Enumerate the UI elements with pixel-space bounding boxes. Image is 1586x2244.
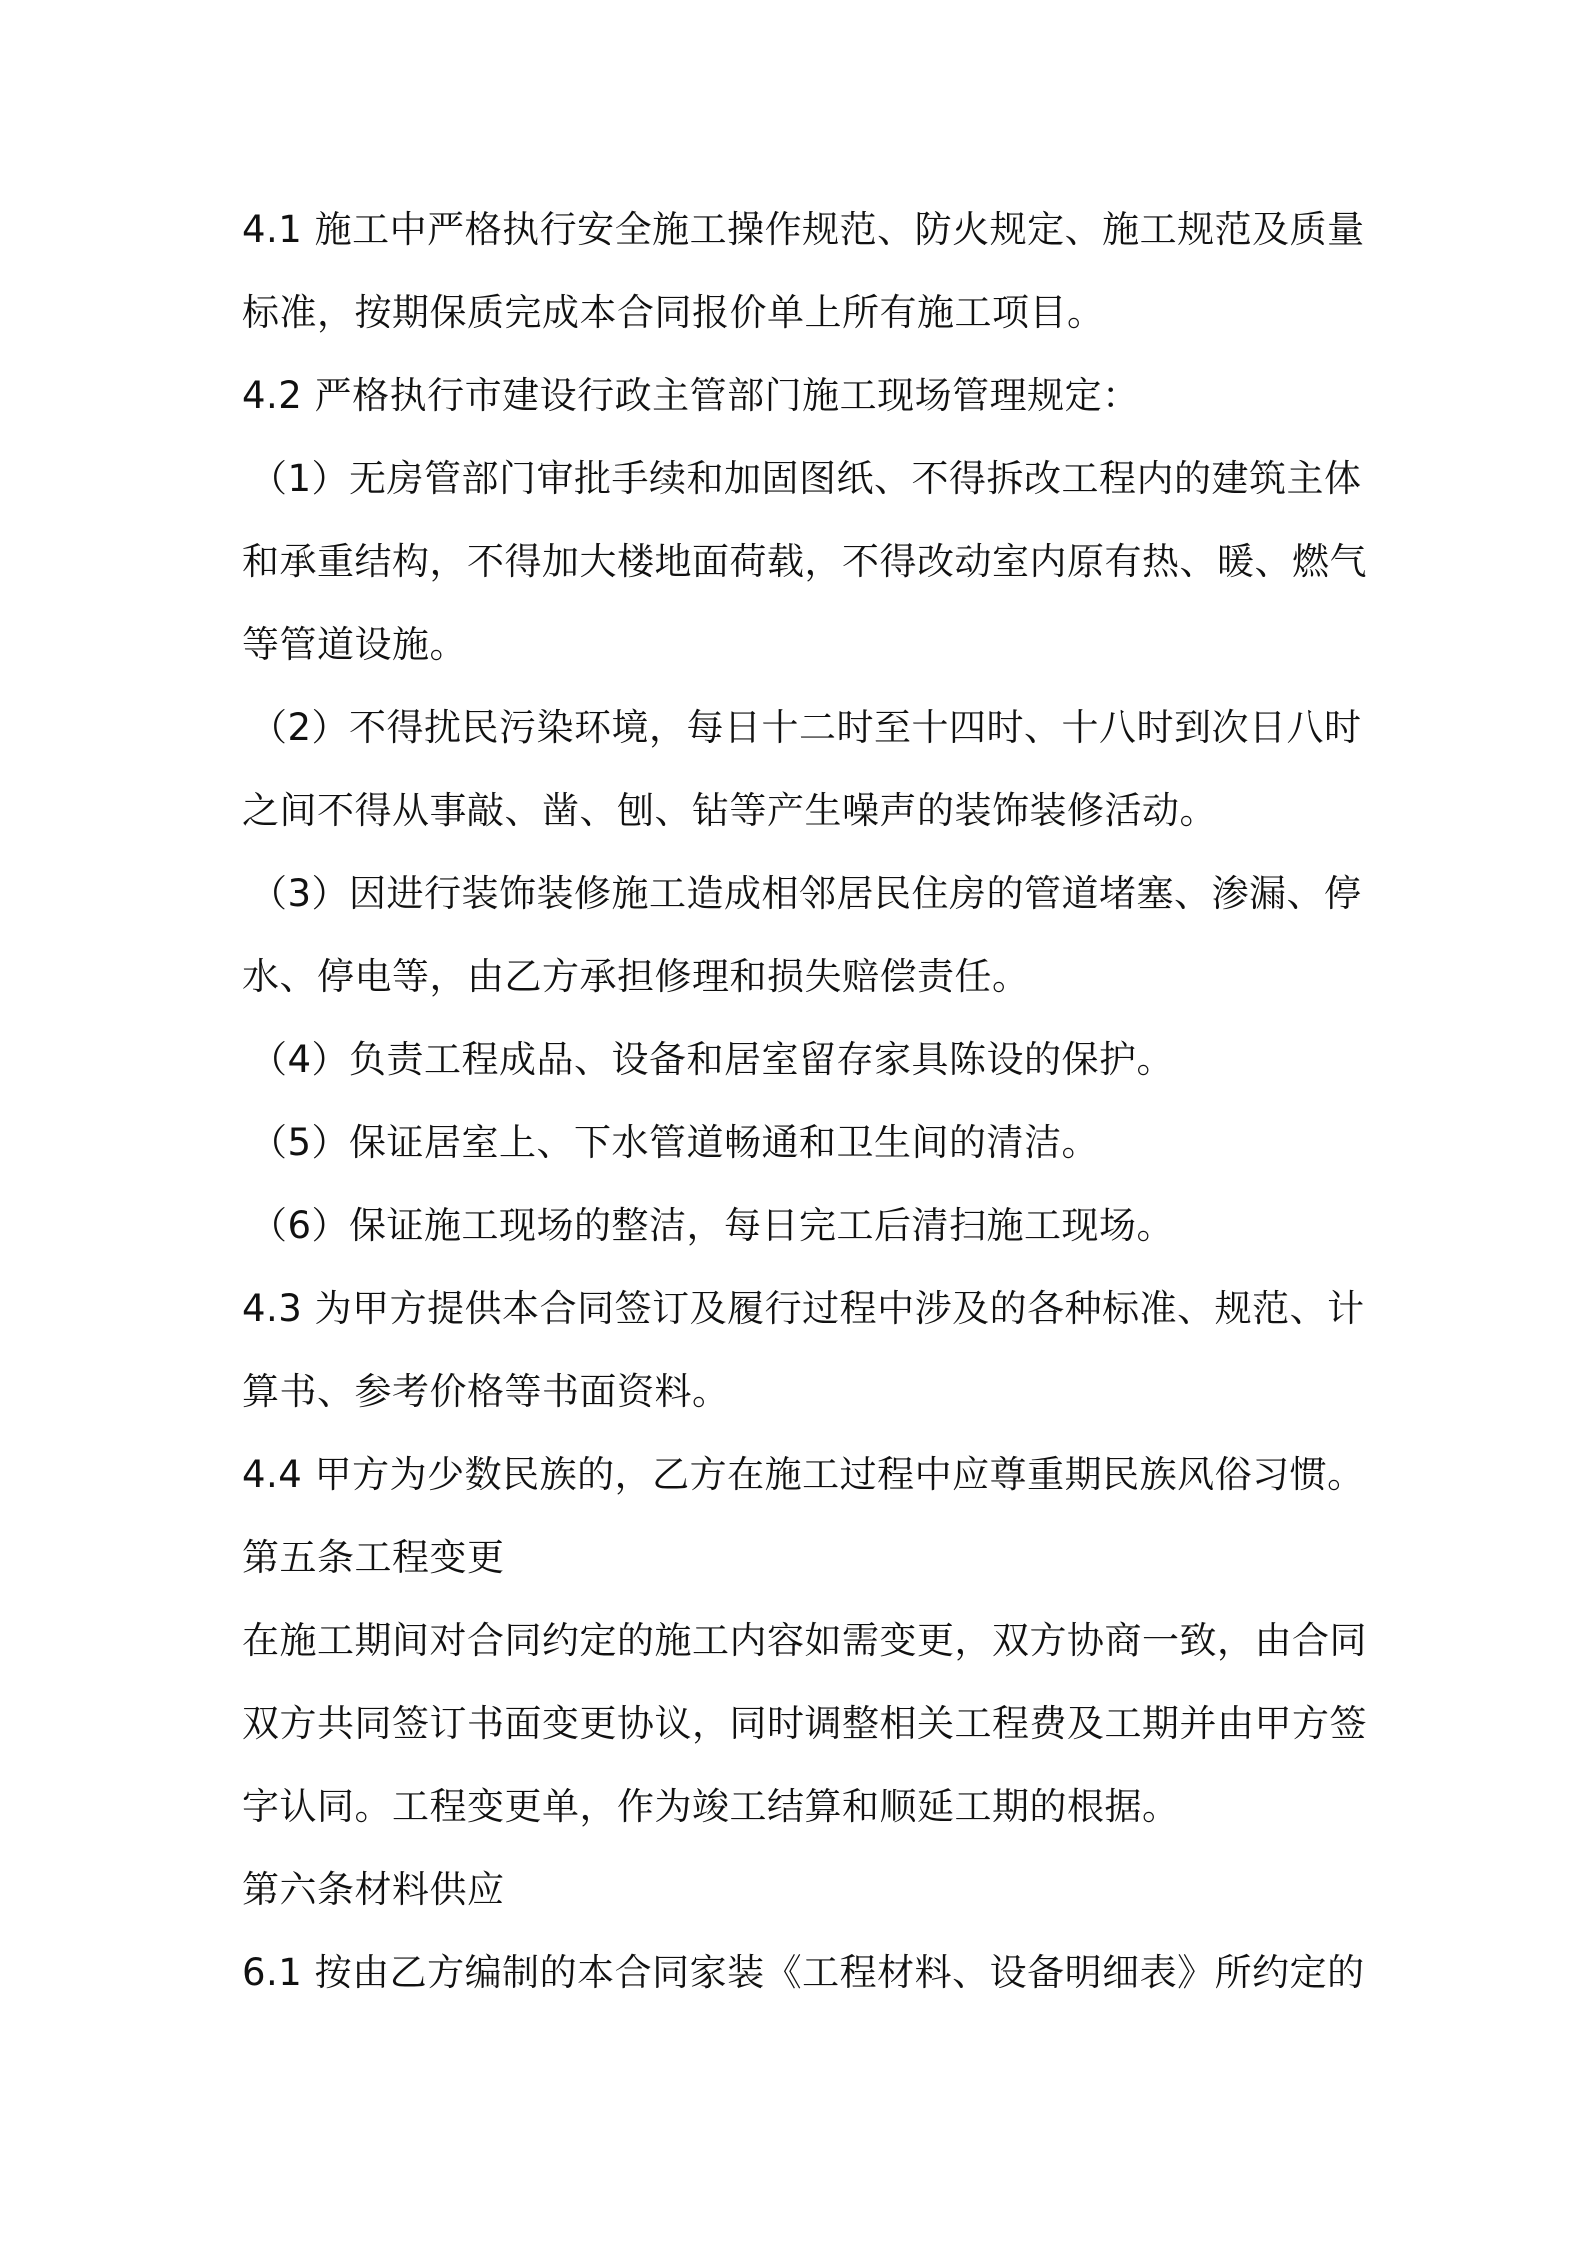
article-6-heading: 第六条材料供应 (242, 1868, 505, 1911)
item-3-line-2: 水、停电等，由乙方承担修理和损失赔偿责任。 (242, 955, 1030, 998)
item-5-line: （5）保证居室上、下水管道畅通和卫生间的清洁。 (250, 1121, 1100, 1164)
clause-4-1-line-2: 标准，按期保质完成本合同报价单上所有施工项目。 (242, 291, 1105, 334)
clause-4-3-line-2: 算书、参考价格等书面资料。 (242, 1370, 730, 1413)
item-6-line: （6）保证施工现场的整洁，每日完工后清扫施工现场。 (250, 1204, 1175, 1247)
item-2-line-1: （2）不得扰民污染环境，每日十二时至十四时、十八时到次日八时 (250, 706, 1362, 749)
clause-4-3-line-1: 4.3 为甲方提供本合同签订及履行过程中涉及的各种标准、规范、计 (242, 1287, 1365, 1330)
item-2-line-2: 之间不得从事敲、凿、刨、钻等产生噪声的装饰装修活动。 (242, 789, 1217, 832)
clause-4-2-heading: 4.2 严格执行市建设行政主管部门施工现场管理规定： (242, 374, 1140, 417)
item-1-line-2: 和承重结构，不得加大楼地面荷载，不得改动室内原有热、暖、燃气 (242, 540, 1367, 583)
article-5-body-line-3: 字认同。工程变更单，作为竣工结算和顺延工期的根据。 (242, 1785, 1180, 1828)
clause-6-1-line-1: 6.1 按由乙方编制的本合同家装《工程材料、设备明细表》所约定的 (242, 1951, 1365, 1994)
item-3-line-1: （3）因进行装饰装修施工造成相邻居民住房的管道堵塞、渗漏、停 (250, 872, 1362, 915)
document-body (242, 188, 1367, 2014)
article-5-body-line-2: 双方共同签订书面变更协议，同时调整相关工程费及工期并由甲方签 (242, 1702, 1367, 1745)
item-4-line: （4）负责工程成品、设备和居室留存家具陈设的保护。 (250, 1038, 1175, 1081)
article-5-body-line-1: 在施工期间对合同约定的施工内容如需变更，双方协商一致，由合同 (242, 1619, 1367, 1662)
article-5-heading: 第五条工程变更 (242, 1536, 505, 1579)
item-1-line-1: （1）无房管部门审批手续和加固图纸、不得拆改工程内的建筑主体 (250, 457, 1362, 500)
clause-4-1-line-1: 4.1 施工中严格执行安全施工操作规范、防火规定、施工规范及质量 (242, 208, 1365, 251)
clause-4-4-line: 4.4 甲方为少数民族的，乙方在施工过程中应尊重期民族风俗习惯。 (242, 1453, 1365, 1496)
item-1-line-3: 等管道设施。 (242, 623, 467, 666)
